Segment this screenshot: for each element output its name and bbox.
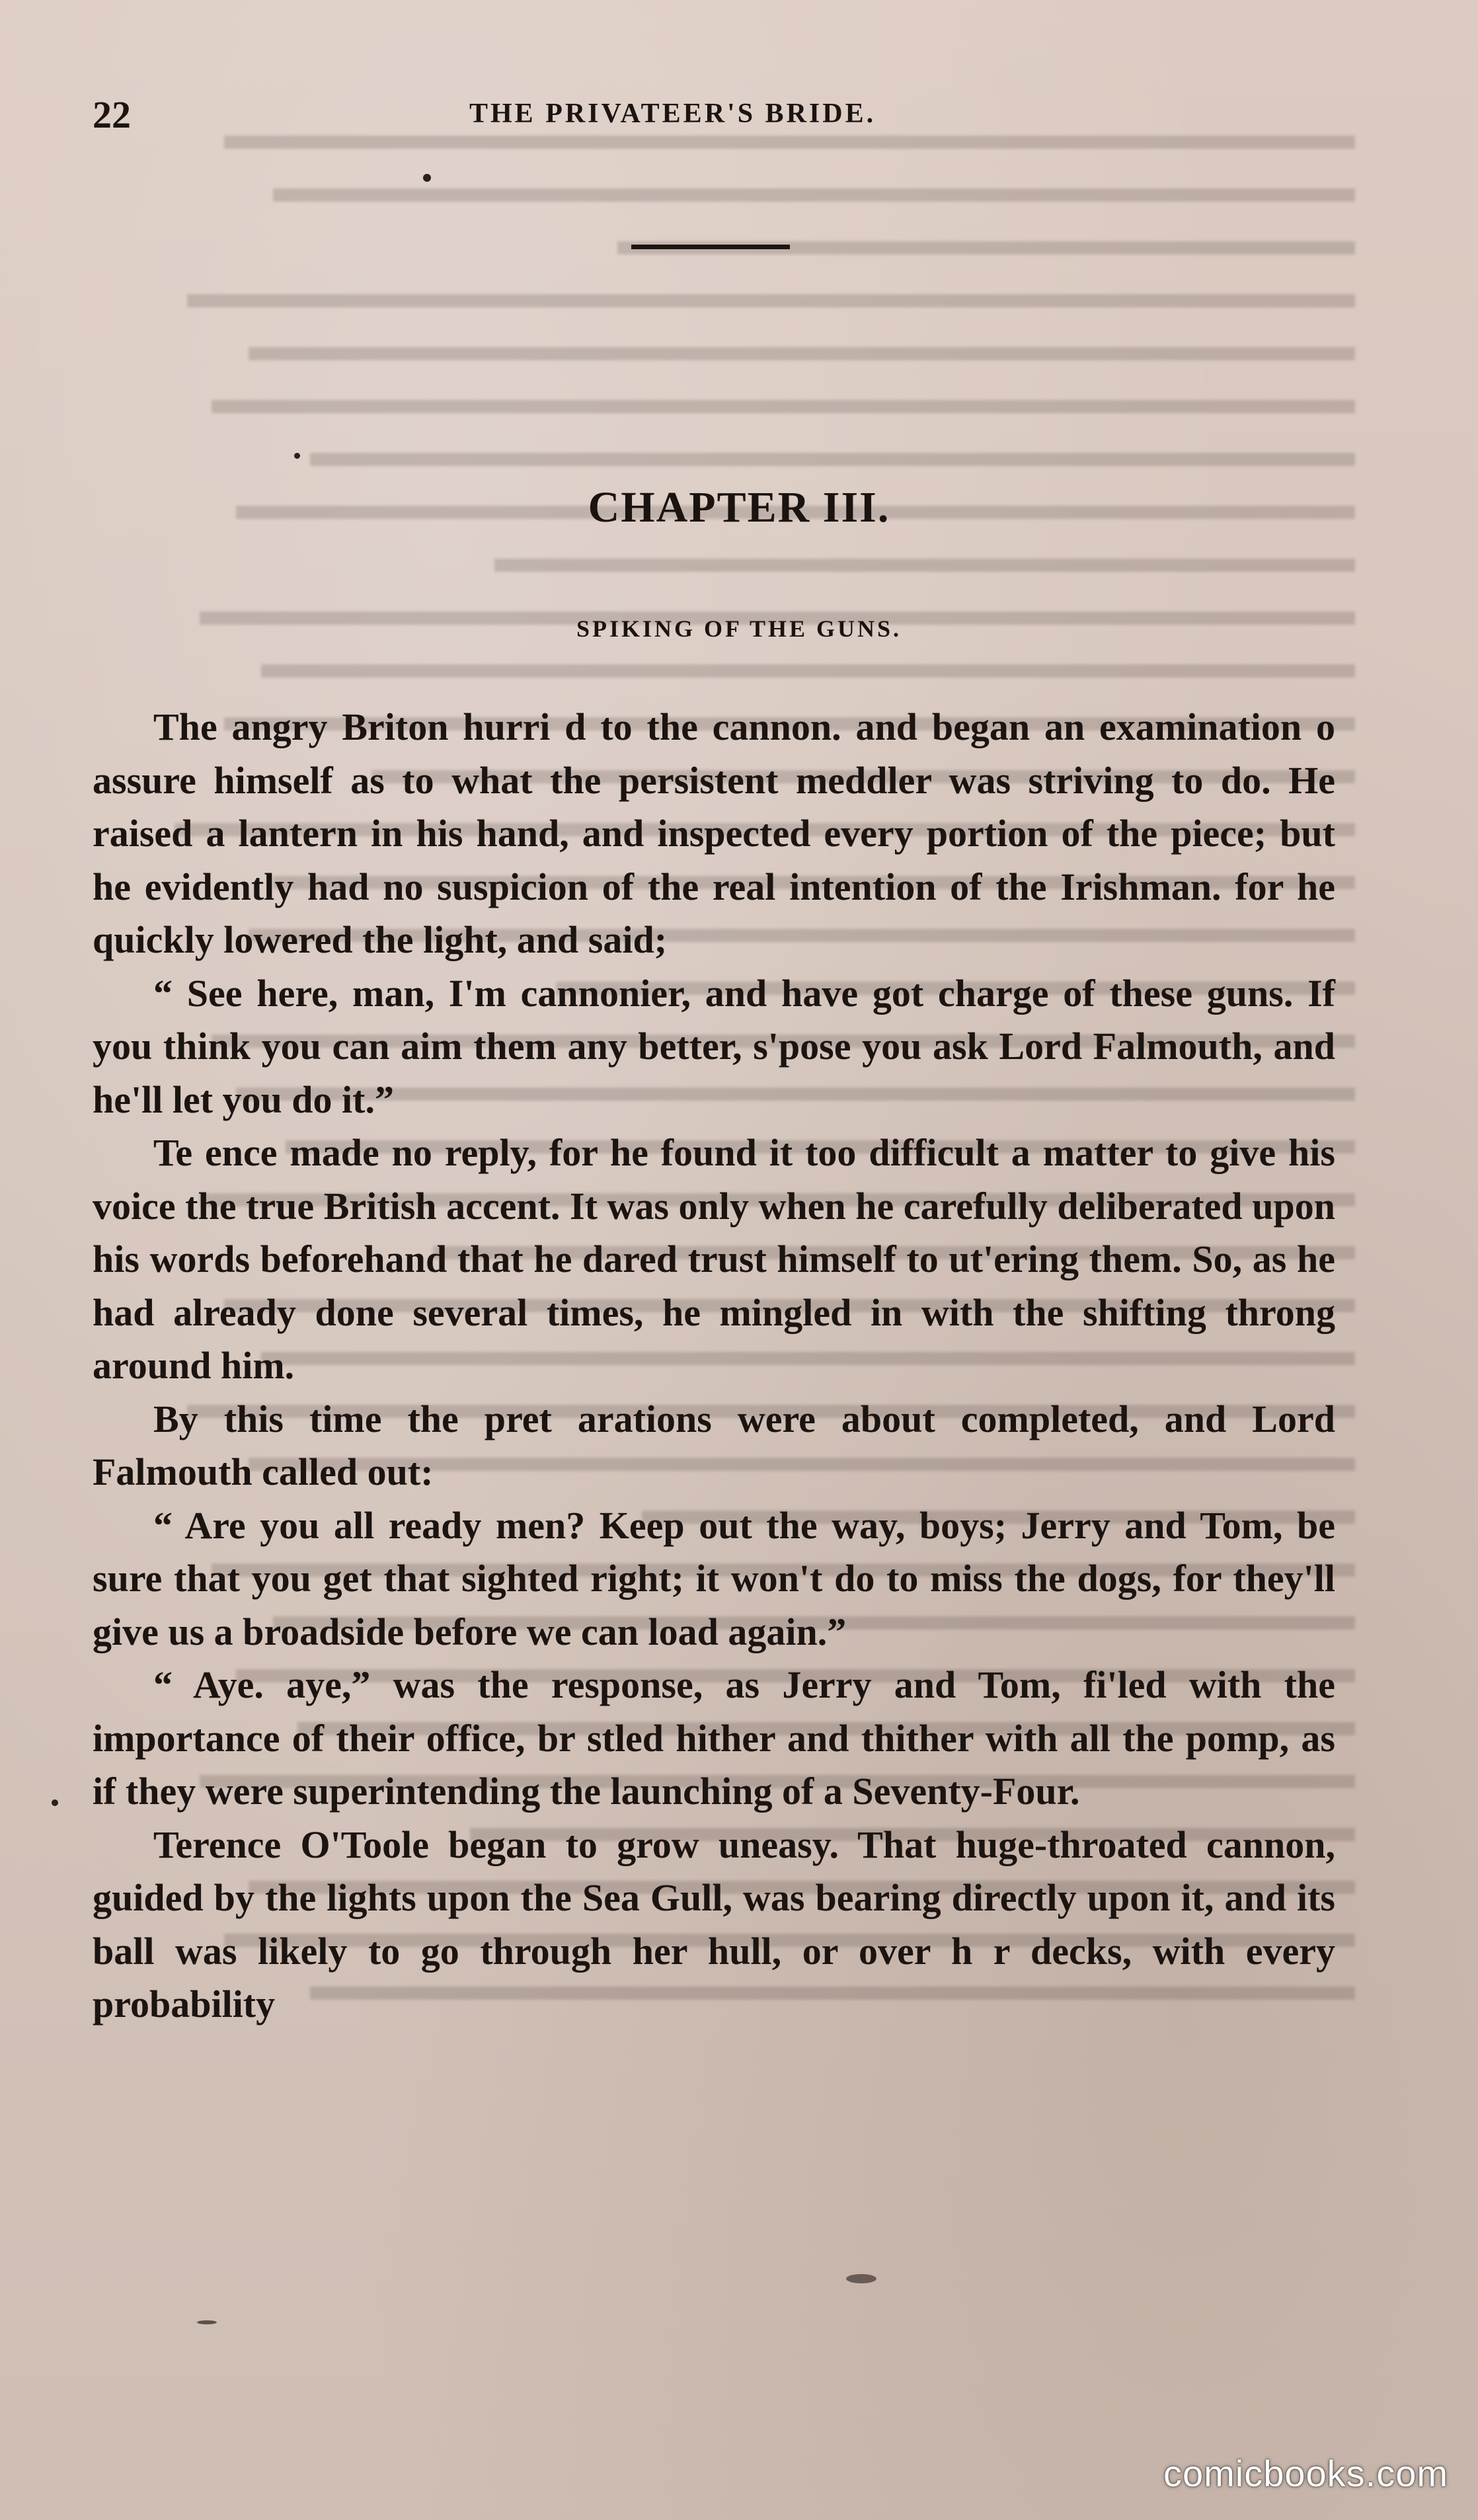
page-header [93,93,1335,145]
paper-speck [52,1799,58,1806]
chapter-subtitle: SPIKING OF THE GUNS. [576,615,902,642]
paragraph: The angry Briton hurri d to the cannon. and began an examination o assure himself as to what the persistent meddler was striving to do. He raised a lantern in his hand, and inspected every portion of the piece; but he evidently had no suspicion of the real intention of the Irishman. for he quickly lowered the light, and said; [93,705,1335,961]
body-text [93,701,1335,2031]
paragraph: Terence O'Toole began to grow uneasy. That huge-throated cannon, guided by the lights upon the Sea Gull, was bearing directly upon it, and its ball was likely to go through her hull, or over h r decks, with every probability [93,1823,1335,2026]
running-title: THE PRIVATEER'S BRIDE. [469,98,876,129]
watermark: comicbooks.com [1163,2453,1448,2494]
paper-speck [197,2320,217,2324]
paragraph: “ See here, man, I'm cannonier, and have got charge of these guns. If you think you can aim them any better, s'pose you ask Lord Falmouth, and he'll let you do it.” [93,971,1335,1121]
chapter-title: CHAPTER III. [588,483,890,532]
paragraph: “ Aye. aye,” was the response, as Jerry and Tom, fi'led with the importance of their office, br stled hither and thither with all the pomp, as if they were superintending the launching of a Seventy-Four. [93,1663,1335,1813]
paper-speck [846,2274,876,2283]
page-number: 22 [93,93,131,136]
paragraph: By this time the pret arations were about completed, and Lord Falmouth called out: [93,1397,1335,1493]
paragraph: Te ence made no reply, for he found it too difficult a matter to give his voice the true British accent. It was only when he carefully deliberated upon his words beforehand that he dared trust himself to ut'ering them. So, as he had already done several times, he mingled in with the shifting throng around him. [93,1131,1335,1387]
paper-speck [294,453,300,459]
paper-speck [423,174,431,182]
paragraph: “ Are you all ready men? Keep out the way, boys; Jerry and Tom, be sure that you get that sighted right; it won't do to miss the dogs, for they'll give us a broadside before we can load again.” [93,1503,1335,1653]
section-divider [631,245,790,249]
